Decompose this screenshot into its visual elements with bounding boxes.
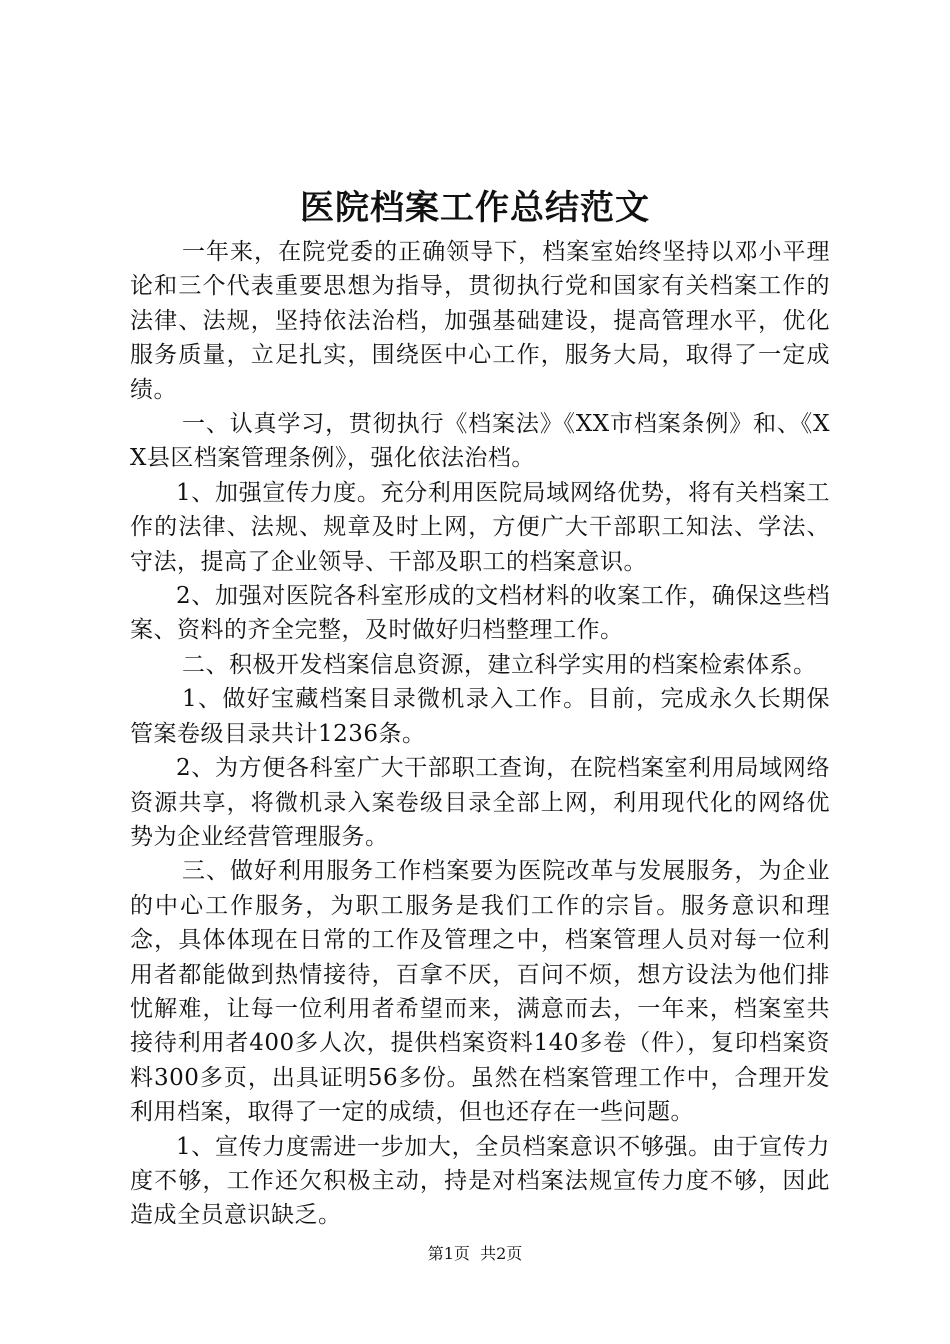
- paragraph-section-1-item-1: 1、加强宣传力度。充分利用医院局域网络优势，将有关档案工作的法律、法规、规章及时上网，方便广大干部职工知法、学法、守法，提高了企业领导、干部及职工的档案意识。: [130, 479, 830, 575]
- paragraph-section-1-heading: 一、认真学习，贯彻执行《档案法》《XX市档案条例》和、《XX县区档案管理条例》，强化依法治档。: [130, 411, 830, 472]
- paragraph-intro: 一年来，在院党委的正确领导下，档案室始终坚持以邓小平理论和三个代表重要思想为指导，贯彻执行党和国家有关档案工作的法律、法规，坚持依法治档，加强基础建设，提高管理水平，优化服务质量，立足扎实，围绕医中心工作，服务大局，取得了一定成绩。: [130, 239, 830, 403]
- page-footer: [0, 1243, 950, 1265]
- paragraph-issue-1: 1、宣传力度需进一步加大，全员档案意识不够强。由于宣传力度不够，工作还欠积极主动，持是对档案法规宣传力度不够，因此造成全员意识缺乏。: [130, 1133, 830, 1229]
- paragraph-section-2-item-1: 1、做好宝藏档案目录微机录入工作。目前，完成永久长期保管案卷级目录共计1236条。: [130, 686, 830, 747]
- document-title: 医院档案工作总结范文: [300, 188, 650, 228]
- paragraph-section-2-heading: 二、积极开发档案信息资源，建立科学实用的档案检索体系。: [182, 651, 817, 678]
- document-body: [130, 235, 830, 1233]
- paragraph-section-2-item-2: 2、为方便各科室广大干部职工查询，在院档案室利用局域网络资源共享，将微机录入案卷级目录全部上网，利用现代化的网络优势为企业经营管理服务。: [130, 755, 830, 850]
- paragraph-section-1-item-2: 2、加强对医院各科室形成的文档材料的收案工作，确保这些档案、资料的齐全完整，及时做好归档整理工作。: [130, 583, 830, 644]
- page-indicator: 第1页 共2页: [427, 1244, 523, 1263]
- paragraph-section-3: 三、做好利用服务工作档案要为医院改革与发展服务，为企业的中心工作服务，为职工服务是我们工作的宗旨。服务意识和理念，具体体现在日常的工作及管理之中，档案管理人员对每一位利用者都能做到热情接待，百拿不厌，百问不烦，想方设法为他们排忧解难，让每一位利用者希望而来，满意而去，一年来，档案室共接待利用者400多人次，提供档案资料140多卷（件），复印档案资料300多页，出具证明56多份。虽然在档案管理工作中，合理开发利用档案，取得了一定的成绩，但也还存在一些问题。: [130, 858, 830, 1126]
